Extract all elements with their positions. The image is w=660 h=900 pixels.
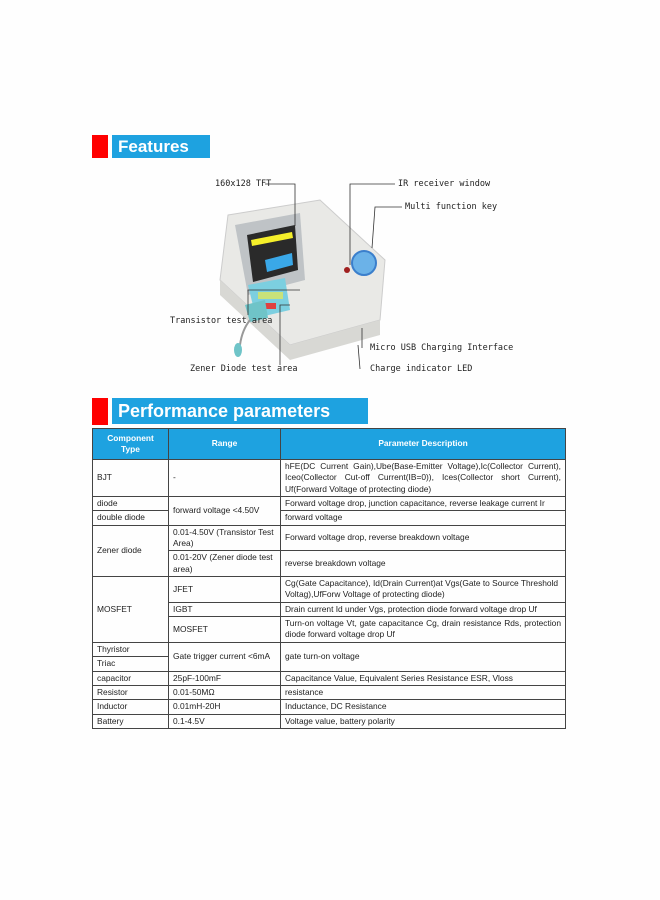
cell-desc: Cg(Gate Capacitance), Id(Drain Current)at Vgs(Gate to Source Threshold Voltag),UfForw Voltage of protecting diode) (281, 577, 566, 603)
performance-table (92, 428, 566, 729)
cell-desc: Drain current Id under Vgs, protection diode forward voltage drop Uf (281, 602, 566, 616)
label-transistor: Transistor test area (170, 316, 273, 326)
table-row (93, 577, 566, 603)
section-marker (92, 135, 108, 158)
table-row (93, 497, 566, 511)
cell-type: Triac (93, 657, 169, 671)
cell-desc: forward voltage (281, 511, 566, 525)
cell-desc: hFE(DC Current Gain),Ube(Base-Emitter Voltage),Ic(Collector Current), Iceo(Collector Cut-off Current(IB=0)), Ices(Collector short Current), Uf(Forward Voltage of protecting diode) (281, 460, 566, 497)
cell-range: JFET (169, 577, 281, 603)
tester-device-illustration (150, 160, 510, 390)
features-heading: Features (112, 135, 210, 158)
header-desc: Parameter Description (281, 429, 566, 460)
performance-heading: Performance parameters (112, 398, 368, 424)
cell-desc: Voltage value, battery polarity (281, 714, 566, 728)
cell-range: Gate trigger current <6mA (169, 642, 281, 671)
label-ir: IR receiver window (398, 179, 491, 189)
cell-type: BJT (93, 460, 169, 497)
cell-range: - (169, 460, 281, 497)
table-row (93, 642, 566, 656)
cell-desc: reverse breakdown voltage (281, 551, 566, 577)
cell-desc: Forward voltage drop, junction capacitance, reverse leakage current Ir (281, 497, 566, 511)
cell-type: Zener diode (93, 525, 169, 576)
cell-desc: Inductance, DC Resistance (281, 700, 566, 714)
ir-window (344, 267, 350, 273)
label-tft: 160x128 TFT (215, 179, 272, 189)
cell-range: 25pF-100mF (169, 671, 281, 685)
cell-type: capacitor (93, 671, 169, 685)
label-key: Multi function key (405, 202, 498, 212)
cell-type: Thyristor (93, 642, 169, 656)
cell-type: double diode (93, 511, 169, 525)
cell-range: forward voltage <4.50V (169, 497, 281, 526)
label-led: Charge indicator LED (370, 364, 473, 374)
cell-type: Resistor (93, 685, 169, 699)
cell-range: 0.01-20V (Zener diode test area) (169, 551, 281, 577)
cell-type: diode (93, 497, 169, 511)
table-row (93, 460, 566, 497)
cell-desc: gate turn-on voltage (281, 642, 566, 671)
cell-type: Battery (93, 714, 169, 728)
label-zener: Zener Diode test area (190, 364, 298, 374)
cell-range: IGBT (169, 602, 281, 616)
cell-type: Inductor (93, 700, 169, 714)
cell-range: 0.01-50MΩ (169, 685, 281, 699)
section-marker (92, 398, 108, 425)
cell-range: 0.1-4.5V (169, 714, 281, 728)
cell-desc: resistance (281, 685, 566, 699)
cell-range: 0.01mH-20H (169, 700, 281, 714)
table-row (93, 671, 566, 685)
table-row (93, 714, 566, 728)
cell-desc: Turn-on voltage Vt, gate capacitance Cg, drain resistance Rds, protection diode forward voltage drop Uf (281, 617, 566, 643)
cell-desc: Capacitance Value, Equivalent Series Resistance ESR, Vloss (281, 671, 566, 685)
cell-range: 0.01-4.50V (Transistor Test Area) (169, 525, 281, 551)
table-row (93, 511, 566, 525)
cell-desc: Forward voltage drop, reverse breakdown voltage (281, 525, 566, 551)
cell-range: MOSFET (169, 617, 281, 643)
cell-type: MOSFET (93, 577, 169, 643)
label-usb: Micro USB Charging Interface (370, 343, 514, 353)
table-row (93, 525, 566, 551)
multi-function-key (352, 251, 376, 275)
table-row (93, 685, 566, 699)
header-type: Component Type (93, 429, 169, 460)
table-row (93, 700, 566, 714)
table-header-row (93, 429, 566, 460)
header-range: Range (169, 429, 281, 460)
